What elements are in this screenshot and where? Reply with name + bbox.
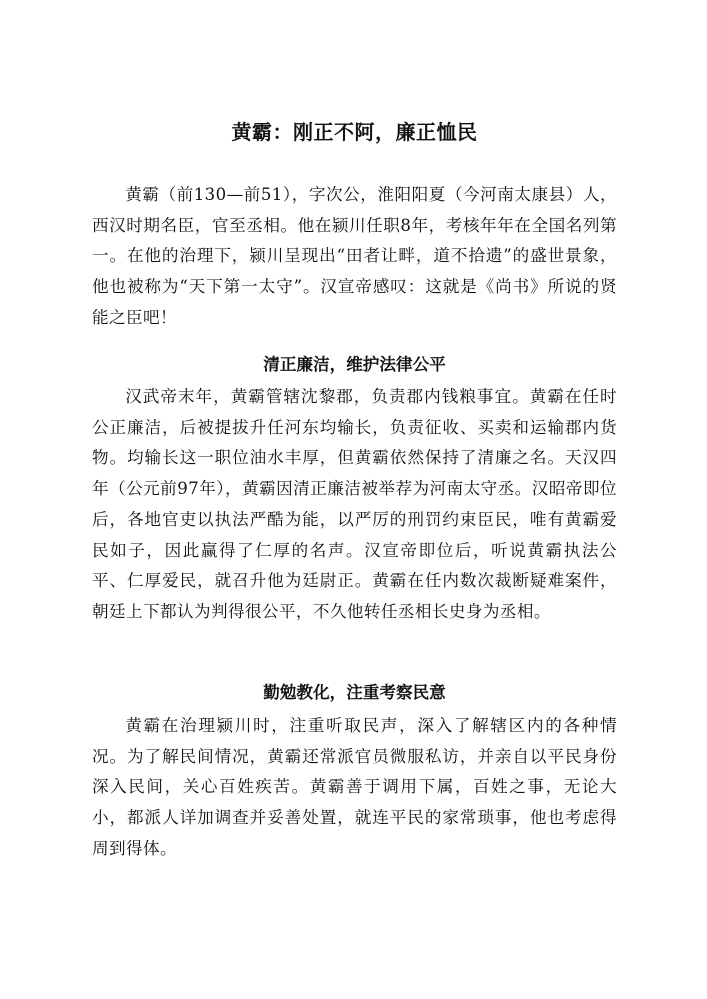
intro-paragraph: 黄霸（前130—前51），字次公，淮阳阳夏（今河南太康县）人，西汉时期名臣，官至丞相。他在颍川任职8年，考核年年在全国名列第一。在他的治理下，颍川呈现出“田者让畔，道不拾遗”的盛世景象，他也被称为“天下第一太守”。汉宣帝感叹：这就是《尚书》所说的贤能之臣吧！ xyxy=(92,185,617,327)
section-heading-integrity: 清正廉洁，维护法律公平 xyxy=(263,355,446,374)
page-title: 黄霸：刚正不阿，廉正恤民 xyxy=(231,120,478,144)
section-heading-diligence: 勤勉教化，注重考察民意 xyxy=(263,683,446,702)
section-body-diligence: 黄霸在治理颍川时，注重听取民声，深入了解辖区内的各种情况。为了解民间情况，黄霸还常派官员微服私访，并亲自以平民身份深入民间，关心百姓疾苦。黄霸善于调用下属，百姓之事，无论大小，都派人详加调查并妥善处置，就连平民的家常琐事，他也考虑得周到得体。 xyxy=(92,716,617,858)
section-body-integrity: 汉武帝末年，黄霸管辖沈黎郡，负责郡内钱粮事宜。黄霸在任时公正廉洁，后被提拔升任河东均输长，负责征收、买卖和运输郡内货物。均输长这一职位油水丰厚，但黄霸依然保持了清廉之名。天汉四年（公元前97年），黄霸因清正廉洁被举荐为河南太守丞。汉昭帝即位后，各地官吏以执法严酷为能，以严厉的刑罚约束臣民，唯有黄霸爱民如子，因此赢得了仁厚的名声。汉宣帝即位后，听说黄霸执法公平、仁厚爱民，就召升他为廷尉正。黄霸在任内数次裁断疑难案件，朝廷上下都认为判得很公平，不久他转任丞相长史身为丞相。 xyxy=(92,387,617,621)
